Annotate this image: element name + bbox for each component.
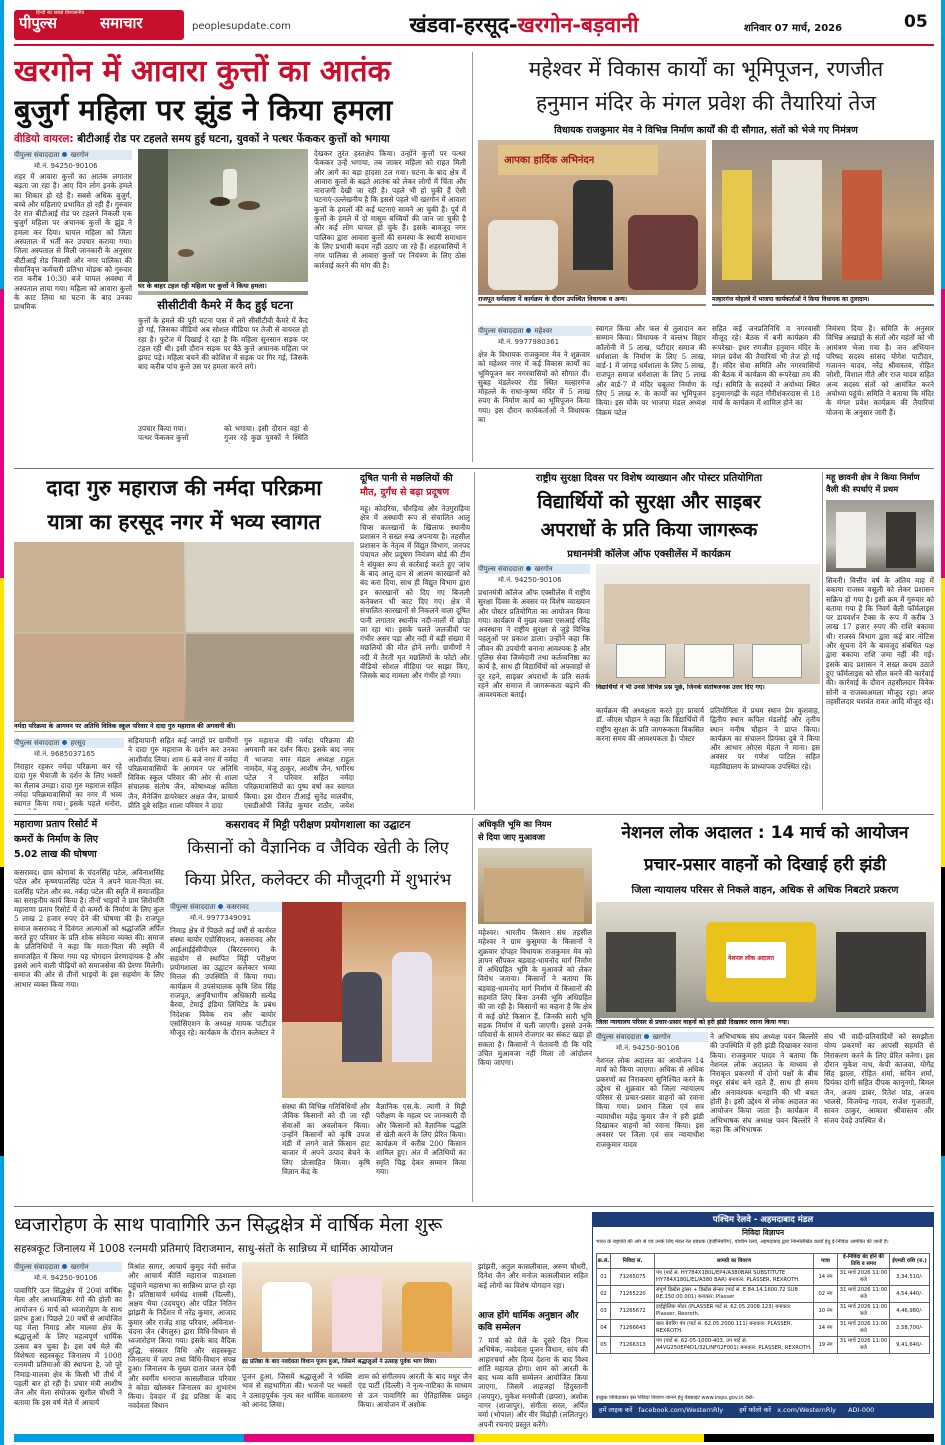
photo-farmers — [478, 848, 592, 924]
body-col-1: सिवनी। वित्तीय वर्ष के अंतिम माह में बकाया राजस्व वसूली को लेकर प्रशासन सक्रिय हो गया है। इसी क्रम में गुरुवार को बताया गया है कि निवर्ग बैली फॉर्मलाइस पर डायवर्शन टैक्स के रूप में करीब 3 लाख 17 हजार रुपए की राशि बकाया थी। राजस्व विभाग द्वारा कई बार नोटिस और सूचना देने के बावजूद संबंधित पक्ष द्वारा बकाया राशि जमा नहीं की गई। इसके बाद प्रशासन ने सख्त कदम उठाते हुए फॉर्मलाइस को सील करने की कार्रवाई की। कार्रवाई के दौरान तहसीलदार विवेक सोनी व राजस्वअमला मौजूद रहा। अपर तहसीलदार यशवंत रावत आदि मौजूद रहे। — [826, 576, 934, 706]
story-resort-donation — [14, 818, 164, 1202]
tender-cell: 71265672 — [611, 1303, 655, 1320]
row-rule-1 — [14, 468, 934, 469]
headline-line-1: दूषित पानी से मछलियों की — [360, 473, 453, 484]
brand-tagline: हिन्दी का सबसे विश्वसनीय — [36, 10, 85, 16]
photo-poster-3 — [752, 644, 802, 678]
tender-table — [596, 1253, 930, 1354]
tender-cell: 71266643 — [611, 1320, 655, 1337]
section-title — [314, 8, 734, 42]
tender-row — [597, 1337, 930, 1354]
byline-place: खरगोन — [70, 151, 89, 159]
body-col-2d: पत्थर फेंककर कुत्तों — [138, 433, 189, 442]
tender-cell: 31 मार्च 2026 11:00 बजे — [838, 1269, 890, 1286]
byline-name: पीपुल्स संवाददाता — [596, 1033, 642, 1041]
byline-mobile: मो.नं. 94250-90106 — [34, 162, 98, 170]
body-col-3: संघ भी वादी-प्रतिवादियों को समझौता योग्य प्रकरणों का आपसी सहमति से निराकरण करने के लिए प्रेरित करेगा। इस दौरान मुकेश नाथ, केपी काजवा, योगेंद्र सिंह झाला, रोहित शर्मा, सचिन शर्मा, प्रियंका दांगी सहित दीपक कानूनगो, बिमल जैन, अजय डाबर, रितेश पांड, अजय भालसे, विजयेन्द्र गादव, राजेश गुजराती, सावन ठाकुर, आकाश श्रीवास्तव और संजय देवड़े उपस्थित थे। — [824, 1032, 934, 1125]
photo-farmers-group — [484, 868, 584, 922]
brand-top: पीपुल्स — [19, 14, 58, 32]
photo-gate — [138, 149, 168, 289]
story-land-compensation — [478, 818, 592, 1202]
section-title-part-2: खरगोन-बड़वानी — [517, 13, 639, 37]
photo-pooja — [242, 1262, 472, 1368]
registration-strip-bottom — [14, 1434, 934, 1442]
byline — [14, 1262, 122, 1272]
tender-row — [597, 1286, 930, 1303]
headline-line-2: कमरों के निर्माण के लिए — [14, 834, 99, 845]
photo-panel-1 — [14, 542, 184, 632]
body-col-5: झांझरी, अतुल कासलीवाल, अरुण चौधरी, दिनेश जैन और मनोज कासलीवाल सहित कई लोगों का विशेष योगदान रहा। — [478, 1262, 588, 1290]
byline-name: पीपुल्स संवाददाता — [478, 565, 524, 573]
photo-caption-2: मल्हारगंज मोहल्ले में भाजपा कार्यकर्ताओं ने किया विधायक का तुलादान। — [712, 295, 934, 304]
kicker: राष्ट्रीय सुरक्षा दिवस पर विशेष व्याख्यान और पोस्टर प्रतियोगिता — [535, 473, 763, 484]
photo-students — [596, 564, 820, 702]
photo-officials-left — [606, 932, 676, 1012]
story-revenue-recovery — [826, 472, 934, 810]
photo-parikrama — [14, 542, 354, 732]
byline-dot-icon — [218, 904, 223, 909]
photo-poster-2 — [684, 644, 734, 678]
photo-dog-3 — [178, 249, 194, 257]
tender-col-header: सामग्री का विवरण — [655, 1254, 814, 1269]
page-number: 05 — [904, 12, 928, 32]
tender-cell: 05 — [597, 1337, 611, 1354]
headline-line-2: हनुमान मंदिर के मंगल प्रवेश की तैयारियां तेज — [536, 91, 876, 115]
photo-cctv — [138, 149, 308, 295]
tender-cell: 04 — [597, 1320, 611, 1337]
body-col-2: विश्रांत सागर, आचार्य कुमुद नंदी सरोज और आचार्य कीर्ति महाराज पाठशाला पहुंचाने महासभा का सान्निध्य प्राप्त हो रहा है। प्रतिष्ठाचार्य धर्मचंद्र शास्त्री (दिल्ली), अक्षय भैया (उदयपुर) और पंडित नितिन झांझरी के निर्देशन में नरेंद्र कुमार, आजाद कुमार और राजेंद्र शाह परिवार, अविनाश-चंदना जैन (बेंगलुरु) द्वारा विधि-विधान से ध्वजारोहण किया गया। इसके बाद वैदिक शुद्धि, संस्कार विधि और सहस्त्रकूट जिनालय में जाप तथा विधि-विधान संपन्न हुआ। जिनालय के मुख्य दातार जतन देवी और स्वर्गीय धनराज कासलीवाल परिवार ने कोठा खोलकर जिनालय का शुभारंभ किया। देवदार में इंद्र प्रतिष्ठा के बाद नवदेवता विधान — [128, 1262, 236, 1411]
body-col-2b: उपचार किया गया। — [138, 424, 187, 433]
photo-panel-4 — [186, 634, 354, 720]
photo-banner-text: आपका हार्दिक अभिनंदन — [504, 155, 595, 166]
photo-caption: जिला न्यायालय परिसर से प्रचार-प्रसार वाहनों को हरी झंडी दिखाकर रवाना किया गया। — [596, 1018, 934, 1027]
photo-curtain — [282, 902, 342, 1022]
byline-mobile: मो.नं. 94250-90106 — [498, 576, 562, 584]
tender-cell: 71265220 — [611, 1286, 655, 1303]
headline-line-2: से दिया जाए मुआवजा — [478, 832, 546, 842]
subhead — [14, 132, 466, 146]
photo-person-3 — [842, 170, 882, 280]
byline-name: पीपुल्स संवाददाता — [14, 1263, 60, 1271]
tender-cell: 4,54,440/- — [890, 1286, 930, 1303]
column-rule — [822, 472, 823, 810]
byline-mobile: मो.नं. 9685037165 — [34, 750, 96, 758]
photo-van — [706, 922, 816, 1002]
byline-mobile: मो.नं. 94250-90106 — [34, 1274, 98, 1282]
photo-lok-adalat — [596, 902, 934, 1028]
subhead-cctv: सीसीटीवी कैमरे में कैद हुई घटना — [157, 298, 293, 312]
headline-line-1: दादा गुरु महाराज की नर्मदा परिक्रमा — [46, 476, 322, 500]
photo-event — [478, 140, 706, 306]
tender-cell: 31 मार्च 2026 11:00 बजे — [838, 1320, 890, 1337]
headline-line-1: महू छावनी क्षेत्र ने किया निर्माण — [826, 472, 920, 482]
tender-cell: 14 नंग — [814, 1269, 838, 1286]
body-col-3: सहित कई जनप्रतिनिधि व नगरवासी मौजूद रहे। बैठक में बनी कार्यक्रम की रूपरेखा- इधर रणजीत हनुमान मंदिर के मंगल प्रवेश की तैयारियां भी तेज हो गई हैं। मंदिर सेवा समिति और नगरवासियों की बैठक में कार्यक्रम की रूपरेखा तय की गई। समिति के सदस्यों ने अयोध्या स्थित हनुमानगढ़ी के महंत गौरीशंकरदास से 18 मार्च के कार्यक्रम में शामिल होने का — [712, 324, 820, 408]
body-col-2: कार्यक्रम की अध्यक्षता करते हुए प्राचार्य डॉ. जीएस चौहान ने कहा कि विद्यार्थियों में राष्ट्रीय सुरक्षा के प्रति जागरूकता विकसित करना समय की आवश्यकता है। पोस्टर — [596, 706, 704, 743]
row-rule-2 — [14, 814, 934, 815]
body-col-2c: को भगाया। इसी दौरान वहां से गुजर रहे कुछ युवकों ने स्थिति — [224, 424, 308, 443]
tender-cell: 19 नंग — [814, 1337, 838, 1354]
tender-social-bar — [593, 1403, 933, 1417]
byline-mobile: मो.नं. 9977980361 — [498, 338, 560, 346]
tender-col-header: ई-निविदा बंद होने की तिथि व समय — [838, 1254, 890, 1269]
byline-place: महेश्वर — [534, 327, 553, 335]
story-narmada-parikrama — [14, 472, 354, 810]
subhead-text: बीटीआई रोड पर टहलते समय हुई घटना, युवकों ने पत्थर फेंककर कुत्तों को भगाया — [77, 133, 390, 145]
body-col-6: 7 मार्च को मेले के दूसरे दिन नित्य अभिषेक, नवदेवता पूजन विधान, सांय की आहारचर्या और दिव्य देशना के बाद विश्व शांति महायज्ञ होगा। शाम को आरती के बाद भव्य कवि सम्मेलन आयोजित किया जाएगा, जिसमें शाहजहां हिंदुस्तानी (जयपुर), मुकेश मनमौजी (छपरा), अशोक नागर (शाजापुर), संगीता सरल, अर्पित वर्मा (भोपाल) और वीर विद्रोही (ललितपुर) अपनी रचनाएं प्रस्तुत करेंगे। — [478, 1336, 588, 1429]
photo-caption: नर्मदा परिक्रमा के आगमन पर अतिथि विविक स्कूल परिवार ने दादा गुरु महाराज की अगवानी की। — [14, 722, 354, 731]
tender-cell: हाईड्रोलिक मोटर (PLASSER पार्ट सं. 62.05.2008.123) बनाकार: Plasser, Rexroth. — [655, 1303, 814, 1320]
tender-code: ADI-000 — [848, 1406, 875, 1414]
kicker: कसरावद में मिट्टी परीक्षण प्रयोगशाला का उद्घाटन — [225, 819, 411, 831]
tender-col-header: निविदा सं. — [611, 1254, 655, 1269]
byline-dot-icon — [62, 740, 67, 745]
photo-officer-2 — [886, 512, 916, 568]
brand-logo — [14, 10, 184, 40]
byline-name: पीपुल्स संवाददाता — [14, 151, 60, 159]
photo-person — [722, 170, 752, 280]
column-rule — [472, 818, 473, 1202]
photo-panel-3 — [14, 634, 184, 720]
body-col-1: कसरावद। ग्राम कोगावां के चंदनसिंह पटेल, अविनाशसिंह पटेल और कृष्णपालसिंह पटेल ने अपने माता-पिता स्व. दलसिंह पटेल और स्व. नर्बदा पटेल की स्मृति में समाजहित का सराहनीय कार्य किया है। तीनों भाइयों ने ग्राम सिरोमणि महाराणा प्रताप रिसोर्ट में दो कमरों के निर्माण के लिए कुल 5 लाख 2 हजार रुपए देने की घोषणा की है। राजपूत समाज कसरावद ने दिवंगत आत्माओं को श्रद्धांजलि अर्पित करते हुए परिवार के प्रति शोक संवेदना व्यक्त की। समाज के प्रतिनिधियों ने कहा कि माता-पिता की स्मृति में समाजहित में किया गया यह योगदान प्रेरणादायक है और इससे आने वाली पीढ़ियों को समाजसेवा की प्रेरणा मिलेगी। समाज की ओर से तीनों भाइयों के इस सहयोग के लिए आभार व्यक्त किया गया। — [14, 868, 164, 989]
photo-caption-1: राजपूत धर्मशाला में कार्यक्रम के दौरान उपस्थित विधायक व अन्य। — [478, 295, 706, 304]
body-col-3: वैज्ञानिक एस.के. त्यागी ने मिट्टी परीक्षण के महत्व पर जानकारी दी और किसानों को वैज्ञानिक पद्धति से खेती करने के लिए प्रेरित किया। कार्यक्रम में करीब 200 किसान शामिल हुए। अंत में अतिथियों का स्मृति चिह्न देकर सम्मान किया गया। — [376, 1102, 466, 1177]
tender-cell: 31 मार्च 2026 11:00 बजे — [838, 1303, 890, 1320]
headline-line-2: मौत, दुर्गंध से बढ़ा प्रदूषण — [360, 487, 450, 498]
tender-cell: 02 नंग — [814, 1286, 838, 1303]
subhead: जिला न्यायालय परिसर से निकले वाहन, अधिक से अधिक निबटारे प्रकरण — [631, 885, 899, 896]
body-col-1: महेश्वर। भारतीय किसान संघ तहसील महेश्वर ने ग्राम कुसुमपा के किसानों ने शुक्रवार दोपहर विधायक राजकुमार मेव को ज्ञापन सौंपकर बड़वाह-धामनोद मार्ग निर्माण में अधिग्रहित भूमि के मुआवजे को लेकर विरोध जताया। किसानों ने बताया कि बड़वाह-धामनोद मार्ग निर्माण में किसानों की सहमति लिए बिना उनकी भूमि अधिग्रहित की जा रही है। किसानों का कहना है कि क्षेत्र में कई छोटे किसान हैं, जिनकी सारी भूमि सड़क निर्माण में चली जाएगी। इससे उनके परिवारों के सामने रोजगार का संकट खड़ा हो सकता है। किसानों ने चेतावनी दी कि यदि उचित मुआवजा नहीं मिला तो आंदोलन किया जाएगा। — [478, 928, 592, 1068]
body-col-1: नेशनल लोक अदालत का आयोजन 14 मार्च को किया जाएगा। अधिक से अधिक प्रकरणों का निराकरण सुनिश्चित करने के उद्देश्य से शुक्रवार को जिला न्यायालय परिसर से प्रचार-प्रसार वाहनों को रवाना किया गया। प्रधान जिला एवं सत्र न्यायाधीश महेंद्र कुमार जैन ने हरी झंडी दिखाकर वाहनों को रवाना किया। इस अवसर पर जिला एवं सत्र न्यायाधीश राजकुमार यादव — [596, 1056, 704, 1149]
byline-name: पीपुल्स संवाददाता — [170, 903, 216, 911]
body-col-2: संस्था की विभिन्न गतिविधियों और जैविक किसानों को दी जा रही सेवाओं का अवलोकन किया। उन्होंने किसानों को कृषि उपज मंडी में लगने वाले किसान हाट बाजार में अपने उत्पाद बेचने के लिए प्रोत्साहित किया। कृषि विज्ञान केंद्र के — [282, 1102, 370, 1177]
headline-line-1: विद्यार्थियों को सुरक्षा और साइबर — [537, 491, 761, 513]
tender-col-header: मात्रा — [814, 1254, 838, 1269]
tender-cell: 2,58,700/- — [890, 1320, 930, 1337]
tender-cell: 71266313 — [611, 1337, 655, 1354]
tender-cell: 31 मार्च 2026 11:00 बजे — [838, 1337, 890, 1354]
byline-mobile: मो.नं. 9977349091 — [190, 914, 252, 922]
headline: ध्वजारोहण के साथ पावागिरि ऊन सिद्धक्षेत्र में वार्षिक मेला शुरू — [14, 1214, 443, 1236]
tender-cell: 9,41,640/- — [890, 1337, 930, 1354]
masthead-rule — [14, 44, 934, 46]
byline-dot-icon — [526, 328, 531, 333]
photo-officer — [836, 512, 866, 568]
body-col-1: प्रधानमंत्री कॉलेज ऑफ एक्सीलेंस में राष्ट्रीय सुरक्षा दिवस के अवसर पर विशेष व्याख्यान और पोस्टर प्रतियोगिता का आयोजन किया गया। कार्यक्रम में मुख्य वक्ता एसआई रविंद्र अवस्थाना ने राष्ट्रीय सुरक्षा से जुड़े विभिन्न पहलुओं पर प्रकाश डाला। उन्होंने कहा कि जीवन की उपयोगी बनाना आवश्यक है और पुलिस सेवा जिम्मेदारी तथा कर्तव्यनिष्ठा का कार्य है, साथ ही विद्यार्थियों को अफवाहों से दूर रहने, साइबर अपराधों के प्रति सतर्क रहने और समाज में जागरूकता बढ़ाने की आवश्यकता बताई। — [478, 588, 590, 700]
byline-place: कसरावद — [226, 903, 249, 911]
photo-crowd — [488, 220, 558, 290]
kicker: वीडियो वायरल: — [14, 133, 74, 145]
body-col-1: क्षेत्र के विधायक राजकुमार मेव ने शुक्रवार को महेश्वर नगर में कई विकास कार्यों का भूमिपूजन कर नगरवासियों को सौगात दी। सुबह मंडलेश्वर रोड स्थित मल्हारगंज मोहल्ले के राधा-कृष्ण मंदिर में 5 लाख रुपए के निर्माण कार्य का भूमिपूजन किया गया। इस दौरान कार्यकर्ताओं ने विधायक का — [478, 350, 590, 425]
tender-cell: 02 — [597, 1286, 611, 1303]
tender-cell: 3,34,510/- — [890, 1269, 930, 1286]
tender-header: पश्चिम रेलवे - अहमदाबाद मंडल — [593, 1213, 933, 1227]
body-col-2: सड़ियापानी सहित कई जगहों पर ग्रामीणों ने दादा गुरु महाराज के दर्शन कर उनका आशीर्वाद लिया। शाम 6 बजे नगर में नर्मदा परिक्रमावासियों के आगमन पर अतिथि विविक स्कूल परिवार की ओर से शाला संचालक संतोष जैन, कोषाध्यक्ष कविता जैन, मैनेजिंग डायरेक्टर अक्षत जैन, प्राचार्य प्रीति दुबे सहित शाला परिवार ने दादा — [128, 736, 238, 810]
photo-dog — [210, 197, 230, 206]
byline-name: पीपुल्स संवाददाता — [14, 739, 60, 747]
subhead: सहस्त्रकूट जिनालय में 1008 रत्नमयी प्रतिमाएं विराजमान, साधु-संतों के सान्निध्य में धार्मिक आयोजन — [14, 1243, 393, 1255]
photo-woman — [223, 169, 237, 199]
photo-soil-lab — [282, 902, 466, 1098]
byline — [14, 738, 124, 748]
body-col-3: गुरु महाराज की नर्मदा परिक्रमा की अगवानी कर दर्शन किए। इसके बाद नगर में भाजपा नगर मंडल अध्यक्ष राहुल नामदेव, मंजू ठाकुर, आशीष जैन, भगीरथ पटेल ने परिवार सहित नर्मदा परिक्रमावासियों का पुष्प वर्षा कर स्वागत किया। इस दौरान टीआई सुनेंद्र मालवीय, एसडीओपी जितेंद्र कुमार राठौर, जयेश — [244, 736, 354, 810]
registration-strip-left — [0, 0, 4, 1445]
headline-line-2: बुजुर्ग महिला पर झुंड ने किया हमला — [14, 93, 393, 127]
body-col-1: निराहार रहकर नर्मदा परिक्रमा कर रहे दादा गुरु भैयाजी के दर्शन के लिए भक्तों का सैलाब उमड़ा। दादा गुरु महाराज सहित नर्मदा परिक्रमावासियों का नगर में भव्य स्वागत किया गया। इसके पहले धनोरा, — [14, 762, 122, 809]
tender-cell: 03 — [597, 1303, 611, 1320]
column-rule — [472, 52, 473, 462]
headline-line-1: अधिकृति भूमि का नियम — [478, 819, 552, 829]
body-col-2: कुत्तों के हमले की पूरी घटना पास में लगे सीसीटीवी कैमरे में कैद हो गई, जिसका वीडियो अब सोशल मीडिया पर तेजी से वायरल हो रहा है। फुटेज में दिखाई दे रहा है कि महिला सुनसान सड़क पर टहल रही थी। इसी दौरान सड़क पर बैठे कुत्ते अचानक महिला पर झपट पड़े। महिला बचने की कोशिश में सड़क पर गिर गई, जिसके बाद करीब पांच कुत्ते उस पर हमला करने लगे। — [138, 316, 308, 372]
photo-devotee — [262, 1282, 312, 1352]
photo-van-banner — [726, 942, 786, 978]
byline-dot-icon — [526, 566, 531, 571]
masthead — [14, 6, 934, 46]
headline-line-1: महेश्वर में विकास कार्यों का भूमिपूजन, रणजीत — [528, 57, 884, 81]
tender-cell: पंप (पार्ट सं. 62-05-1000-403, उप पार्ट सं. A4VG250EP4D1/32L/NF02F001) बनाकार: PLASSER, REXROTH. — [655, 1337, 814, 1354]
headline-line-1: नेशनल लोक अदालत : 14 मार्च को आयोजन — [621, 823, 909, 843]
story-lok-adalat — [596, 818, 934, 1202]
byline-place: खरगोन — [70, 1263, 89, 1271]
body-col-3: पूजन हुआ, जिसमें श्रद्धालुओं ने भक्ति भाव से सहभागिता की। भजनों पर भक्तों ने उत्साहपूर्वक नृत्य कर धार्मिक वातावरण को आनंद लिया। — [242, 1372, 352, 1409]
body-col-1: महू। कोदरिया, चौरड़िया और नेउगुराड़िया क्षेत्र में अस्थायी रूप से संचालित आलू चिप्स कारखानों के खिलाफ स्थानीय प्रशासन ने सख्त रुख अपनाया है। तहसील प्रशासन के नेतृत्व में विद्युत विभाग, जनपद पंचायत और प्रदूषण नियंत्रण बोर्ड की टीम ने संयुक्त रूप से कार्रवाई करते हुए जांच के बाद आलू दान से आलम कारखानों को बंद करा दिया, साथ ही विद्युत विभाग द्वारा इन कारखानों को दिए गए बिजली कनेक्शन भी काट दिए गए। क्षेत्र में संचालित कारखानों से निकलने वाला दूषित पानी लगातार स्थानीय नदी-नालों में छोड़ा जा रहा था। इसके चलते जलजीवों पर गंभीर असर पड़ा और नदी में बड़ी संख्या में मछलियों की मौत होने लगी। ग्रामीणों ने नदी में तैरती मृत मछलियों के फोटो और वीडियो सोशल मीडिया पर साझा किए, जिसके बाद मामला और गंभीर हो गया। — [360, 504, 470, 681]
tender-cell: संपूर्ण डिस्टेंस ट्रांसर + डिस्टेंस सेन्सर (पार्ट सं. E.84.14.1600.72 SUB RE.150.00.001) बनाकार: Plasser — [655, 1286, 814, 1303]
tender-cell: 71265075 — [611, 1269, 655, 1286]
issue-date: शनिवार 07 मार्च, 2026 — [744, 23, 843, 34]
body-col-1: शहर में आवारा कुत्तों का आतंक लगातार बढ़ता जा रहा है। आए दिन लोग इनके हमले का शिकार हो रहे हैं। सबसे अधिक बुजुर्ग, बच्चे और महिलाएं प्रभावित हो रही हैं। गुरुवार देर रात बीटीआई रोड पर टहलने निकली एक बुजुर्ग महिला पर अचानक कुत्तों के झुंड ने हमला कर दिया। घायल महिला को जिला अस्पताल में भर्ती कर उपचार कराया गया। जिला अस्पताल से मिली जानकारी के अनुसार बीटीआई रोड निवासी और नगर पालिका की सेवानिवृत्त कर्मचारी प्रतिभा मोडक को गुरुवार रात करीब 10:30 बजे घायल अवस्था में अस्पताल लाया गया। महिला को आवारा कुत्तों के काट लिया था घटना के बाद उनका प्राथमिक — [14, 172, 132, 312]
tender-intro: भारत के राष्ट्रपति की ओर से एवं उनके लिए मंडल रेल प्रबंधक (इंजीनियरिंग), पश्चिम रेलवे, अहमदाबाद द्वारा निम्नलिखित कार्यों हेतु ई-निविदा आमंत्रित की जाती है। — [596, 1239, 889, 1245]
tender-cell: 4,46,980/- — [890, 1303, 930, 1320]
body-col-3: देखकर तुरंत हस्तक्षेप किया। उन्होंने कुत्तों पर पत्थर फेंककर उन्हें भगाया, तब जाकर महिला को राहत मिली और आगे का बड़ा हादसा टल गया। घटना के बाद क्षेत्र में आवारा कुत्तों के बढ़ते आतंक को लेकर लोगों में चिंता और नाराजगी देखी जा रही है। पहले भी हो चुकी हैं ऐसी घटनाएं-उल्लेखनीय है कि इससे पहले भी खरगोन में आवारा कुत्तों के हमलों की कई घटनाएं सामने आ चुकी हैं। पूर्व में कुत्तों के हमले में दो मासूम बच्चियों की जान जा चुकी है और कई लोग घायल हो चुके हैं। इसके बावजूद नगर पालिका द्वारा आवारा कुत्तों की समस्या के स्थायी समाधान के लिए प्रभावी कदम नहीं उठाए जा रहे हैं। शहरवासियों ने नगर पालिका से आवारा कुत्तों पर नियंत्रण के लिए ठोस कार्रवाई करने की मांग की है। — [314, 149, 466, 270]
photo-caption: घर के बाहर टहल रही महिला पर कुत्तों ने किया हमला। — [138, 282, 308, 291]
photo-devotee-2 — [332, 1276, 382, 1352]
x-link[interactable]: x.com/WesternRly — [777, 1406, 837, 1414]
section-title-part-1: खंडवा-हरसूद- — [409, 13, 518, 37]
body-col-4: शाम को संगीतमय आरती के बाद मधुर जैन एंड पार्टी (दिल्ली) ने नृत्य-नाटिका के माध्यम से ऊन पावागिरि का ऐतिहासिक प्रस्तुत किया। आयोजन में अशोक — [358, 1372, 472, 1409]
photo-caption: इंद्र प्रतिष्ठा के बाद नवदेवता विधान पूजन हुआ, जिसमें श्रद्धालुओं ने उत्साह पूर्वक भाग लिया। — [242, 1358, 472, 1367]
facebook-link[interactable]: facebook.com/WesternRly — [638, 1406, 724, 1414]
tender-cell: 01 — [597, 1269, 611, 1286]
tender-advertisement — [592, 1212, 934, 1418]
tender-cell: 10 नंग — [814, 1303, 838, 1320]
tender-cell: पंप (पार्ट सं. HY784X180L/EP4/A380BAR SUBSTITUTE HY784X180L/EL/A380 BAR) बनाकार: PLASSER, REXROTH. — [655, 1269, 814, 1286]
byline — [478, 564, 590, 574]
byline — [170, 902, 282, 912]
body-col-2: ने अभिभाषक संघ अध्यक्ष पवन बिल्लोरे की उपस्थिति में हरी झंडी दिखाकर रवाना किया। राजकुमार यादव ने बताया कि नेशनल लोक अदालत के माध्यम से निराकृत प्रकरणों में दोनों पक्षों के बीच मधुर संबंध बने रहते हैं, साथ ही समय और अनावश्यक धनहानि की भी बचत होती है। इसी उद्देश्य से लोक अदालत का आयोजन किया जाता है। कार्यक्रम में अभिभाषक संघ अध्यक्ष पवन बिल्लोरे ने कहा कि अभिभाषक — [710, 1032, 818, 1134]
headline-line-2: अपराधों के प्रति किया जागरूक — [540, 519, 758, 541]
story-students-awareness — [478, 472, 820, 810]
tender-cell: बाल बेयरिंग पंप (पार्ट सं. 62.05.2000.111) बनाकार: PLASSER, REXROTH. — [655, 1320, 814, 1337]
story-maheshwar — [478, 52, 934, 462]
headline-line-2: वैली की स्पर्धाएं में प्रथम — [826, 484, 899, 494]
social-like-label: हमें लाइक करें — [599, 1406, 633, 1414]
photo-person — [342, 972, 382, 1062]
story-polluted-water — [360, 472, 470, 810]
headline-line-1: किसानों को वैज्ञानिक व जैविक खेती के लिए — [187, 838, 449, 857]
tender-col-header: क्र.सं. — [597, 1254, 611, 1269]
photo-caption: विद्यार्थियों ने भी उनसे विभिन्न प्रश्न पूछे, जिनके संतोषजनक उत्तर दिए गए। — [596, 684, 820, 702]
headline-line-2: यात्रा का हरसूद नगर में भव्य स्वागत — [47, 510, 321, 534]
column-rule — [474, 472, 475, 810]
photo-officials-right — [836, 932, 926, 1012]
subhead: प्रधानमंत्री कॉलेज ऑफ एक्सीलेंस में कार्यक्रम — [567, 549, 731, 560]
byline-place: खरगोन — [652, 1033, 671, 1041]
story-soil-lab — [170, 818, 466, 1202]
photo-collector — [392, 952, 432, 1062]
photo-crowd-2 — [628, 215, 698, 290]
row-rule-3 — [14, 1206, 934, 1207]
tender-footer-note: इच्छुक निविदाकार इस निविदा विवरण जानने हेतु वेबसाइट www.ireps.gov.in देखें। — [596, 1395, 754, 1401]
headline-line-1: खरगोन में आवारा कुत्तों का आतंक — [14, 54, 391, 89]
photo-van-text: नेशनल लोक अदालत — [728, 955, 775, 962]
brand-bottom: समाचार — [100, 14, 143, 32]
social-follow-label: हमें फॉलो करें — [739, 1406, 772, 1414]
story-pavagiri-fair — [14, 1210, 588, 1430]
byline-name: पीपुल्स संवाददाता — [478, 327, 524, 335]
headline-line-2: किया प्रेरित, कलेक्टर की मौजूदगी में शुभारंभ — [184, 870, 452, 889]
body-col-1: निमाड़ क्षेत्र में पिछले कई वर्षों से कार्यरत संस्था बायोर एग्रोसिएशन, कसरावद और आईआईईसीपीएल (बिरटस्नगर) के सहयोग से स्थापित मिट्टी परीक्षण प्रयोगशाला का उद्घाटन कलेक्टर भव्या मित्तल की उपस्थिति में किया गया। कार्यक्रम में उपसंचालक कृषि शिव सिंह राजपूत, अनुविभागीय अधिकारी सत्येंद्र बैरवा, टेमाई इंडिया लिमिटेड के प्रबंध निदेशक विवेक राव और बायोर एसोसिएशन के अध्यक्ष मायक पाटीदार मौजूद रहे। कार्यक्रम के दौरान कलेक्टर ने — [170, 926, 276, 1038]
byline-place: खरगोन — [534, 565, 553, 573]
registration-strip-right — [941, 0, 945, 1445]
photo-speaker — [573, 180, 613, 270]
byline-mobile: मो.नं. 94250-90106 — [616, 1044, 680, 1052]
body-col-3: प्रतियोगिता में प्रथम स्थान प्रेम कुशवाह, द्वितीय स्थान कपिल मंडलोई और तृतीय स्थान मनीष चौहान ने प्राप्त किया। कार्यक्रम का संचालन प्रियंका दुबे ने किया और आभार ओएस मेहता ने माना। इस अवसर पर गणेश पाटिल सहित महाविद्यालय के प्राध्यापक उपस्थित रहे। — [710, 706, 820, 771]
photo-banner — [498, 145, 658, 175]
byline-dot-icon — [644, 1034, 649, 1039]
photo-poster-1 — [616, 644, 666, 678]
body-col-1: पावागिरि ऊन सिद्धक्षेत्र में 20वां वार्षिक मेला और आध्यात्मिक रंगों की होली का आयोजन 6 मार्च को ध्वजारोहण के साथ प्रारंभ हुआ। पिछले 20 वर्षों से आयोजित यह मेला निमाड़ और मालवा क्षेत्र के श्रद्धालुओं के लिए महत्वपूर्ण धार्मिक उत्सव बन चुका है। इस वर्ष मेले की विशेषता सहस्त्रकूट जिनालय में 1008 रत्नमयी प्रतिमाओं की स्थापना है, जो पूरे निमाड़-मालवा क्षेत्र के किसी भी तीर्थ में पहली बार हो रही है। प्रचार मंत्री आशीष जैन और मेला संयोजक सुशील चौधरी ने बताया कि इस वर्ष मेले में आचार्य — [14, 1286, 122, 1407]
photo-seal — [826, 500, 934, 572]
byline-dot-icon — [62, 152, 67, 157]
photo-panel-2 — [186, 542, 354, 632]
byline — [596, 1032, 708, 1042]
byline — [478, 326, 592, 336]
headline-line-2: प्रचार-प्रसार वाहनों को दिखाई हरी झंडी — [644, 855, 886, 875]
photo-person-2 — [772, 160, 822, 280]
photo-tuladan — [712, 140, 934, 306]
photo-students-row — [604, 584, 810, 644]
story-stray-dogs — [14, 52, 466, 462]
byline — [14, 150, 132, 160]
tender-subheader: निविदा विज्ञापन — [741, 1228, 785, 1237]
headline-line-3: 5.02 लाख की घोषणा — [14, 849, 97, 860]
body-col-4: निमंत्रण दिया है। समिति के अनुसार विभिन्न अखाड़ों के संतों और महंतों को भी आमंत्रण भेजा गया है। जन अभियान परिषद सदस्य सांसद योगेश पाटीदार, गजानन यादव, नरेंद्र श्रीवास्तव, रोहित जोशी, विशाल गीते और राज यादव सहित अन्य सदस्य संतों को आमंत्रित करने अयोध्या पहुंचे। समिति ने बताया कि मंदिर के मंगल प्रवेश कार्यक्रम की तैयारियां योजना के अनुसार जारी हैं। — [826, 324, 934, 417]
body-col-2: स्वागत किया और फल से तुलादान कर सम्मान किया। विधायक ने वल्लभ विहार कॉलोनी में 5 लाख, पटीदार समाज की धर्मशाला के निर्माण के लिए 5 लाख, वार्ड-1 में जांगड़ धर्मशाला के लिए 5 लाख, राजपूत समाज धर्मशाला के लिए 5 लाख और वार्ड-7 में मंदिर चबूतरा निर्माण के लिए 5 लाख रु. के कार्यों का भूमिपूजन किया। इस मौके पर भाजपा मंडल अध्यक्ष विक्रम पटेल — [596, 324, 706, 417]
byline-dot-icon — [62, 1264, 67, 1269]
tender-cell: 14 नंग — [814, 1320, 838, 1337]
tender-cell: 31 मार्च 2026 11:00 बजे — [838, 1286, 890, 1303]
subhead-2: आज होंगे धार्मिक अनुष्ठान और कवि सम्मेलन — [478, 1311, 579, 1333]
tender-row — [597, 1320, 930, 1337]
photo-dog-2 — [238, 201, 260, 210]
tender-row — [597, 1303, 930, 1320]
tender-row — [597, 1269, 930, 1286]
tender-col-header: ईएमडी राशि (रु.) — [890, 1254, 930, 1269]
headline-line-1: महाराणा प्रताप रिसोर्ट में — [14, 819, 98, 830]
photo-devotee-3 — [402, 1282, 452, 1352]
tender-table-header — [597, 1254, 930, 1269]
subhead: विधायक राजकुमार मेव ने विभिन्न निर्माण कार्यों की दी सौगात, संतों को भेजे गए निमंत्रण — [554, 125, 858, 136]
byline-place: हरसूद — [70, 739, 86, 747]
website: peoplesupdate.com — [192, 21, 291, 32]
